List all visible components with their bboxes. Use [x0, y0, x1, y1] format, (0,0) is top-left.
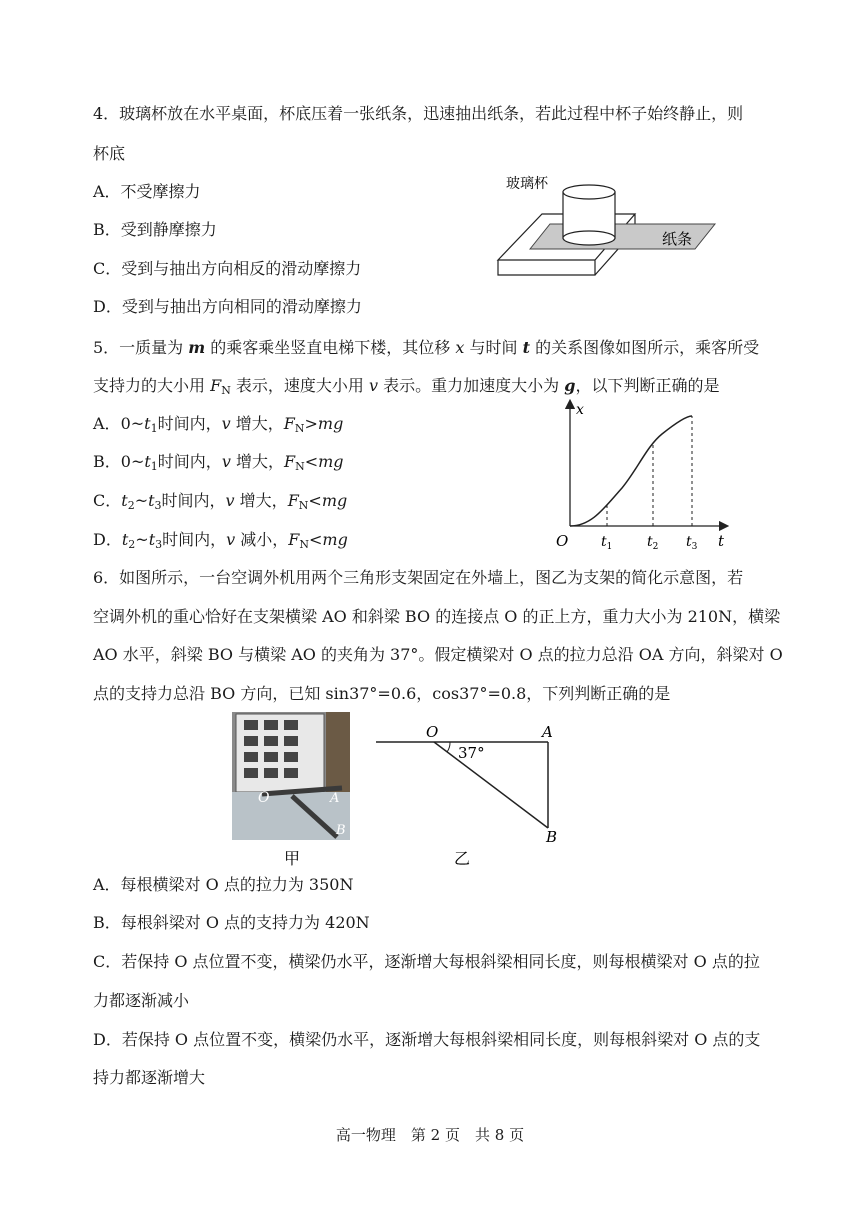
q5-option-d: D．$t_2\sim t_3$时间内，v 减小，$F_N<mg$ — [93, 530, 348, 551]
tick-t1: $t_1$ — [601, 534, 613, 552]
photo-label-a: A — [330, 791, 340, 806]
ac-photo — [232, 712, 352, 872]
diagram-label-a: A — [542, 723, 553, 741]
bracket-diagram — [372, 718, 572, 868]
q4-option-a: A．不受摩擦力 — [93, 182, 201, 201]
q4-stem-line1: 4．玻璃杯放在水平桌面，杯底压着一张纸条，迅速抽出纸条，若此过程中杯子始终静止，则 — [93, 104, 744, 123]
angle-arc — [447, 742, 450, 752]
page-footer: 高一物理 第 2 页 共 8 页 — [335, 1126, 525, 1144]
q6-stem-line3: AO 水平，斜梁 BO 与横梁 AO 的夹角为 37°。假定横梁对 O 点的拉力总沿 OA 方向，斜梁对 O — [93, 645, 783, 664]
q6-option-c-line1: C．若保持 O 点位置不变，横梁仍水平，逐渐增大每根斜梁相同长度，则每根横梁对 O 点的拉 — [93, 952, 760, 971]
q4-stem-line2: 杯底 — [93, 144, 126, 163]
q6-option-a: A．每根横梁对 O 点的拉力为 350N — [93, 875, 354, 894]
graph-x-label: t — [718, 532, 725, 550]
diagram-label-o: O — [426, 723, 439, 741]
angle-label: 37° — [458, 744, 485, 762]
q6-option-c-line2: 力都逐渐减小 — [93, 991, 190, 1010]
q6-stem-line4: 点的支持力总沿 BO 方向，已知 sin37°=0.6，cos37°=0.8，下列判断正确的是 — [93, 684, 671, 703]
diagram-label-b: B — [546, 828, 558, 846]
q4-option-c: C．受到与抽出方向相反的滑动摩擦力 — [93, 259, 362, 278]
q6-option-b: B．每根斜梁对 O 点的支持力为 420N — [93, 913, 370, 932]
q6-stem-line1: 6．如图所示，一台空调外机用两个三角形支架固定在外墙上，图乙为支架的简化示意图，若 — [93, 568, 744, 587]
tick-t2: $t_2$ — [647, 534, 659, 552]
q5-stem-line2: 支持力的大小用 $F_N$ 表示，速度大小用 v 表示。重力加速度大小为 g，以下判断正确的是 — [93, 376, 720, 397]
q5-option-b: B．$0\sim t_1$时间内，v 增大，$F_N<mg$ — [93, 452, 344, 473]
photo-caption: 甲 — [284, 849, 301, 868]
q6-stem-line2: 空调外机的重心恰好在支架横梁 AO 和斜梁 BO 的连接点 O 的正上方，重力大小为 210N，横梁 — [93, 607, 781, 626]
photo-label-b: B — [336, 823, 346, 838]
graph-y-label: x — [576, 402, 584, 418]
photo-label-o: O — [258, 790, 270, 806]
beam-bo — [434, 742, 548, 828]
cup-figure — [490, 172, 720, 282]
q4-option-d: D．受到与抽出方向相同的滑动摩擦力 — [93, 297, 362, 316]
strip-label: 纸条 — [662, 230, 693, 248]
q6-option-d-line1: D．若保持 O 点位置不变，横梁仍水平，逐渐增大每根斜梁相同长度，则每根斜梁对 O 点的支 — [93, 1030, 761, 1049]
q5-stem-line1: 5．一质量为 m 的乘客乘坐竖直电梯下楼，其位移 x 与时间 t 的关系图像如图所示，乘客所受 — [93, 338, 760, 357]
tick-t3: $t_3$ — [686, 534, 698, 552]
q5-option-a: A．$0\sim t_1$时间内，v 增大，$F_N>mg$ — [93, 414, 344, 435]
diagram-caption: 乙 — [454, 849, 471, 868]
q6-option-d-line2: 持力都逐渐增大 — [93, 1068, 206, 1087]
cup-label: 玻璃杯 — [506, 176, 548, 192]
graph-origin: O — [556, 532, 569, 550]
q5-option-c: C．$t_2\sim t_3$时间内，v 增大，$F_N<mg$ — [93, 491, 348, 512]
xt-curve — [570, 416, 692, 526]
q4-option-b: B．受到静摩擦力 — [93, 220, 217, 239]
xt-graph — [552, 398, 737, 553]
